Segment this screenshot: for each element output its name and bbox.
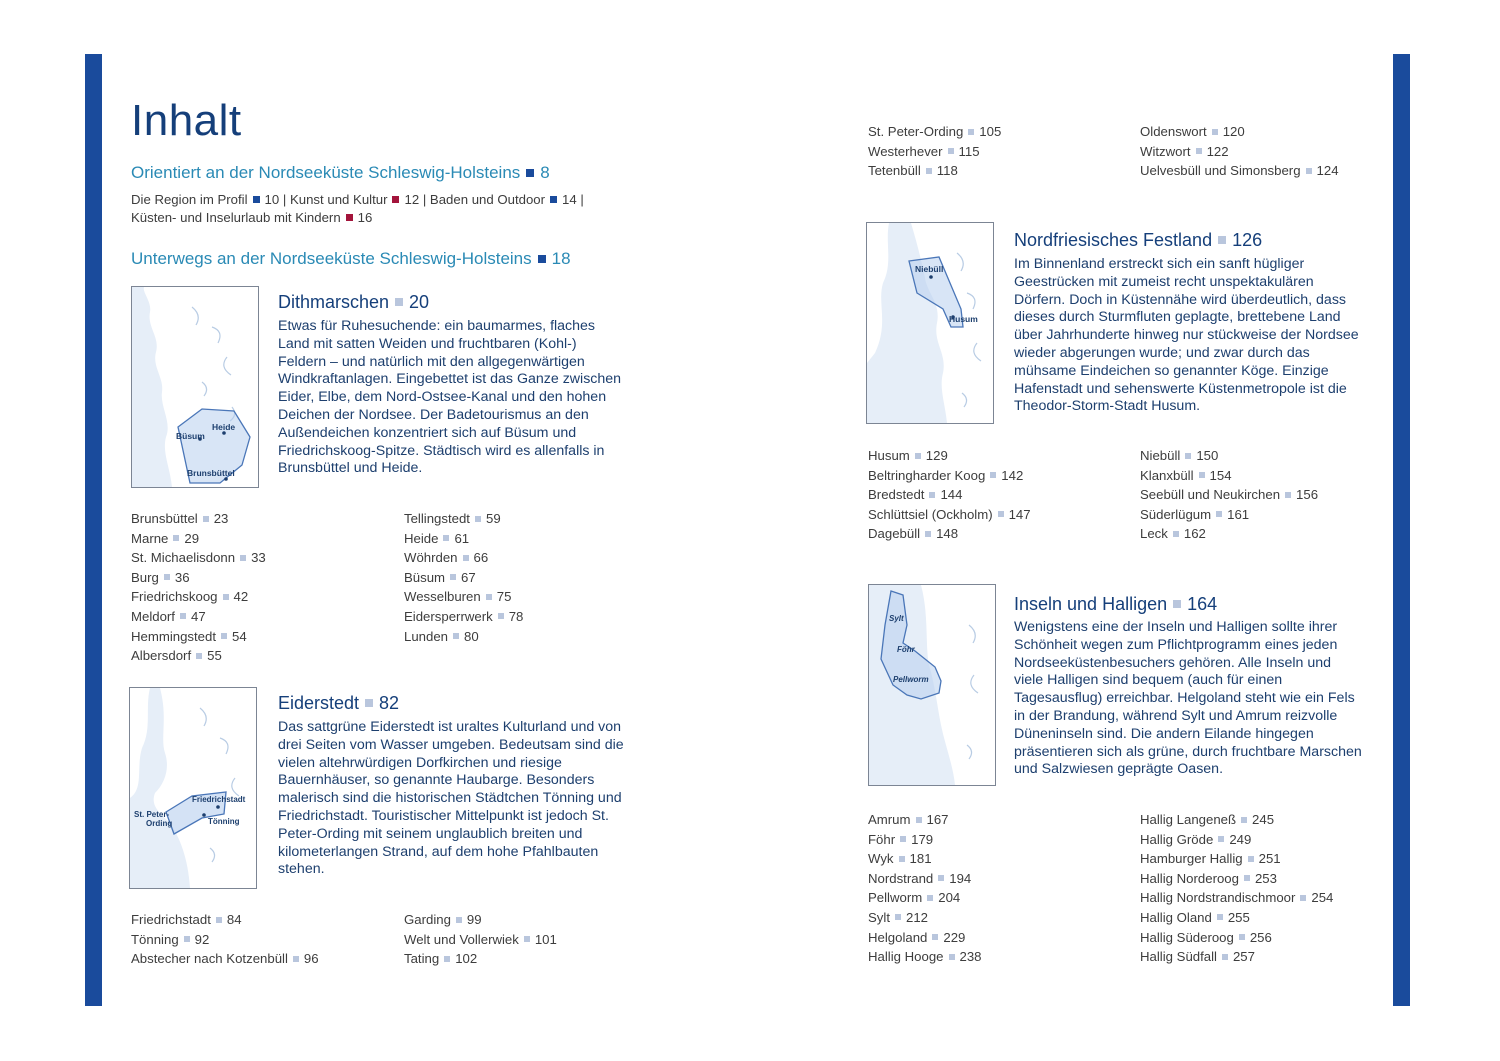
page-marker-icon: [990, 472, 996, 478]
place-page: 124: [1316, 163, 1339, 179]
page-marker-icon: [1285, 492, 1291, 498]
place-entry[interactable]: [1140, 142, 1339, 162]
place-name: Husum: [868, 448, 910, 463]
page-marker-icon: [926, 168, 932, 174]
region-heading-eiderstedt[interactable]: Eiderstedt 82: [278, 693, 400, 713]
page-marker-icon: [453, 633, 459, 639]
place-entry[interactable]: [131, 509, 266, 529]
place-page: 122: [1206, 143, 1229, 159]
place-entry[interactable]: [404, 949, 557, 969]
place-page: 115: [958, 143, 980, 159]
place-entry[interactable]: [868, 810, 982, 830]
place-name: Wyk: [868, 851, 894, 867]
map-label: Heide: [212, 422, 236, 432]
map-label: Husum: [949, 314, 978, 324]
place-name: Süderlügum: [1140, 506, 1212, 522]
section-heading-travel[interactable]: [131, 249, 571, 269]
right-edge-bar: [1393, 54, 1410, 1006]
place-page: 92: [194, 931, 210, 947]
place-page: 120: [1222, 124, 1245, 139]
place-name: Dagebüll: [868, 526, 921, 542]
place-page: 54: [232, 628, 247, 644]
place-page: 84: [226, 912, 242, 927]
place-name: Klanxbüll: [1140, 467, 1194, 483]
place-entry[interactable]: [868, 869, 982, 889]
place-page: 118: [936, 163, 958, 179]
place-list: [1140, 446, 1318, 544]
place-page: 36: [174, 569, 190, 585]
place-page: 55: [207, 648, 222, 664]
page-marker-icon: [240, 555, 246, 561]
place-page: 42: [233, 589, 249, 605]
page-marker-icon: [1199, 472, 1205, 478]
place-page: 142: [1001, 467, 1024, 483]
place-entry[interactable]: [404, 910, 557, 930]
place-entry[interactable]: [131, 529, 266, 549]
place-name: Meldorf: [131, 608, 175, 624]
place-name: Tellingstedt: [404, 511, 470, 526]
place-page: 179: [911, 831, 934, 847]
place-page: 181: [909, 851, 932, 867]
profile-item[interactable]: Kunst und Kultur 12: [289, 192, 420, 207]
region-heading-festland[interactable]: Nordfriesisches Festland 126: [1014, 230, 1263, 250]
page-marker-icon: [456, 917, 462, 923]
place-name: Hallig Norderoog: [1140, 870, 1239, 886]
page-marker-icon: [1248, 856, 1254, 862]
page-marker-icon: [899, 856, 905, 862]
page-marker-icon: [968, 129, 974, 135]
place-name: Burg: [131, 569, 159, 585]
place-page: 67: [461, 569, 476, 585]
page-marker-icon: [196, 653, 202, 659]
place-entry[interactable]: [131, 568, 266, 588]
place-entry[interactable]: [131, 646, 266, 666]
place-name: Westerhever: [868, 143, 943, 159]
place-name: Witzwort: [1140, 143, 1191, 159]
place-page: 256: [1249, 929, 1272, 945]
place-entry[interactable]: [131, 587, 266, 607]
section-page: 18: [551, 249, 571, 268]
place-name: Hamburger Hallig: [1140, 851, 1243, 867]
map-label: Föhr: [897, 645, 915, 654]
place-page: 212: [905, 909, 928, 925]
place-entry[interactable]: [1140, 888, 1333, 908]
place-page: 61: [454, 530, 470, 546]
page-marker-icon: [948, 148, 954, 154]
region-description: Etwas für Ruhesuchende: ein baumarmes, flaches Land mit satten Weiden und fruchtbaren (Kohl-) Feldern – und natürlich mit den allgegenwärtigen Windkraftanlagen. Eingebettet ist das Ganze zwischen Eider, Elbe, dem Nord-Ostsee-Kanal und den hohen Deichen der Nordsee. Der Badetourismus an den Außendeichen konzentriert sich auf Büsum und Friedrichskoog-Spitze. Städtisch wird es allenfalls in Brunsbüttel und Heide.: [278, 318, 622, 477]
place-page: 101: [534, 931, 557, 947]
place-entry[interactable]: [1140, 908, 1333, 928]
place-page: 144: [940, 487, 963, 503]
place-entry[interactable]: [868, 524, 1031, 544]
place-page: 257: [1232, 949, 1255, 965]
place-name: Albersdorf: [131, 648, 192, 664]
place-name: Leck: [1140, 526, 1168, 542]
place-name: Büsum: [404, 569, 446, 585]
page-marker-icon: [915, 453, 921, 459]
place-name: Hallig Oland: [1140, 909, 1212, 925]
place-page: 96: [303, 951, 319, 967]
page-marker-icon: [938, 875, 944, 881]
page-marker-icon: [1212, 129, 1218, 135]
region-heading-dithmarschen[interactable]: Dithmarschen 20: [278, 292, 430, 312]
place-name: Garding: [404, 912, 451, 927]
place-entry[interactable]: [404, 568, 523, 588]
place-entry[interactable]: [868, 505, 1031, 525]
page-marker-icon: [895, 914, 901, 920]
place-page: 229: [943, 929, 966, 945]
place-name: Helgoland: [868, 929, 928, 945]
place-entry[interactable]: [404, 529, 523, 549]
place-name: Sylt: [868, 909, 890, 925]
page-marker-icon: [444, 956, 450, 962]
place-list: [1140, 122, 1339, 181]
place-page: 148: [936, 526, 959, 542]
place-name: Eidersperrwerk: [404, 608, 493, 624]
place-page: 99: [466, 912, 482, 927]
place-entry[interactable]: [1140, 928, 1333, 948]
place-page: 154: [1209, 467, 1232, 483]
page-marker-icon: [998, 511, 1004, 517]
page-marker-icon: [1218, 836, 1224, 842]
place-name: Hallig Südfall: [1140, 949, 1217, 965]
place-name: Tetenbüll: [868, 163, 921, 179]
place-entry[interactable]: [404, 627, 523, 647]
place-page: 150: [1196, 448, 1219, 463]
page-marker-icon: [1218, 236, 1226, 244]
place-entry[interactable]: [404, 548, 523, 568]
page-marker-icon: [450, 574, 456, 580]
profile-list: Die Region im Profil 10 | Kunst und Kultur 12 | Baden und Outdoor 14 | Küsten- und Inselurlaub mit Kindern 16: [131, 192, 584, 225]
page-marker-icon: [173, 535, 179, 541]
place-name: Amrum: [868, 812, 911, 827]
place-page: 254: [1311, 890, 1334, 906]
place-page: 255: [1227, 909, 1250, 925]
page-marker-icon: [1306, 168, 1312, 174]
place-name: Marne: [131, 530, 169, 546]
map-festland: [866, 222, 994, 424]
page-marker-icon: [925, 531, 931, 537]
page-marker-icon: [463, 555, 469, 561]
place-entry[interactable]: [404, 509, 523, 529]
profile-item[interactable]: Baden und Outdoor 14: [429, 192, 577, 207]
page-marker-icon: [927, 895, 933, 901]
place-entry[interactable]: [1140, 505, 1318, 525]
place-page: 204: [938, 890, 961, 906]
page-marker-icon: [1241, 817, 1247, 823]
place-entry[interactable]: [131, 949, 319, 969]
place-name: Tönning: [131, 931, 179, 947]
place-name: Hallig Hooge: [868, 949, 944, 965]
map-label: Friedrichstadt: [192, 795, 246, 804]
place-entry[interactable]: [131, 607, 266, 627]
section-heading-orientation[interactable]: [131, 163, 550, 183]
map-label: Niebüll: [915, 264, 944, 274]
place-page: 33: [251, 550, 266, 566]
place-name: Friedrichskoog: [131, 589, 218, 605]
place-name: St. Michaelisdonn: [131, 550, 236, 566]
place-page: 29: [184, 530, 200, 546]
place-list: [868, 122, 1001, 181]
place-name: Seebüll und Neukirchen: [1140, 487, 1281, 503]
place-page: 167: [926, 812, 949, 827]
place-entry[interactable]: [868, 928, 982, 948]
page-title: Inhalt: [131, 96, 242, 145]
place-entry[interactable]: [404, 587, 523, 607]
place-name: Schlüttsiel (Ockholm): [868, 506, 993, 522]
page-marker-icon: [221, 633, 227, 639]
place-name: Bredstedt: [868, 487, 925, 503]
page-marker-icon: [1185, 453, 1191, 459]
page-marker-icon: [180, 613, 186, 619]
page-marker-icon: [949, 954, 955, 960]
place-list: [131, 910, 319, 969]
place-entry[interactable]: [1140, 849, 1333, 869]
page-marker-icon: [1244, 875, 1250, 881]
map-eiderstedt-graphic: [130, 688, 256, 888]
place-name: Hallig Süderoog: [1140, 929, 1234, 945]
place-page: 251: [1258, 851, 1281, 867]
place-page: 238: [959, 949, 982, 965]
place-page: 161: [1227, 506, 1250, 522]
place-entry[interactable]: [868, 446, 1031, 466]
place-entry[interactable]: [404, 607, 523, 627]
place-name: Hemmingstedt: [131, 628, 217, 644]
region-heading-inseln[interactable]: Inseln und Halligen 164: [1014, 594, 1218, 614]
place-list: [404, 910, 557, 969]
place-entry[interactable]: [868, 142, 1001, 162]
place-entry[interactable]: [1140, 524, 1318, 544]
place-list: [1140, 810, 1333, 967]
place-entry[interactable]: [1140, 810, 1333, 830]
page-marker-icon: [475, 516, 481, 522]
map-dithmarschen-graphic: [132, 287, 258, 487]
place-name: Lunden: [404, 628, 449, 644]
left-edge-bar: [85, 54, 102, 1006]
place-name: Friedrichstadt: [131, 912, 211, 927]
place-entry[interactable]: [868, 466, 1031, 486]
map-eiderstedt: [129, 687, 257, 889]
place-name: Hallig Gröde: [1140, 831, 1214, 847]
map-festland-graphic: [867, 223, 993, 423]
page-marker-icon: [929, 492, 935, 498]
page-marker-icon: [1173, 600, 1181, 608]
place-list: [404, 509, 523, 646]
place-entry[interactable]: [1140, 446, 1318, 466]
place-name: Brunsbüttel: [131, 511, 198, 526]
map-label: Tönning: [208, 817, 240, 826]
place-entry[interactable]: [868, 947, 982, 967]
place-page: 80: [464, 628, 479, 644]
page-marker-icon: [164, 574, 170, 580]
place-entry[interactable]: [868, 485, 1031, 505]
place-name: Wesselburen: [404, 589, 481, 605]
page-marker-icon: [395, 298, 403, 306]
region-description: Wenigstens eine der Inseln und Halligen sollte ihrer Schönheit wegen zum Pflichtprogramm eines jeden Nordseeküstenbesuchers gehören. Alle Inseln und viele Halligen sind bequem (auch für einen Tagesausflug) erreichbar. Helgoland steht wie ein Fels in der Brandung, während Sylt und Amrum reizvolle Düneninseln sind. Die andern Eilande hingegen präsentieren sich als grüne, durch fruchtbare Marschen und Salzwiesen geprägte Oasen.: [1014, 619, 1362, 778]
place-entry[interactable]: [868, 849, 982, 869]
place-entry[interactable]: [1140, 161, 1339, 181]
place-name: Hallig Nordstrandischmoor: [1140, 890, 1296, 906]
page-marker-icon: [526, 169, 534, 177]
page-marker-icon: [524, 936, 530, 942]
map-label: St. Peter-: [134, 810, 170, 819]
place-list: [131, 509, 266, 666]
region-description: Das sattgrüne Eiderstedt ist uraltes Kulturland und von drei Seiten vom Wasser umgeben. Bedeutsam sind die vielen altehrwürdigen Dorfkirchen und riesige Bauernhäuser, so genannte Haubarge. Besonders malerisch sind die historischen Städtchen Tönning und Friedrichstadt. Touristischer Mittelpunkt ist jedoch St. Peter-Ording mit seinem unglaublich breiten und kilometerlangen Strand, auf dem hohe Pfahlbauten stehen.: [278, 719, 624, 878]
place-entry[interactable]: [131, 627, 266, 647]
place-page: 194: [949, 870, 972, 886]
page-marker-icon: [1196, 148, 1202, 154]
place-entry[interactable]: [1140, 830, 1333, 850]
place-page: 23: [213, 511, 229, 526]
place-list: [868, 446, 1031, 544]
place-entry[interactable]: [868, 830, 982, 850]
section-label: Orientiert an der Nordseeküste Schleswig-Holsteins: [131, 163, 521, 182]
place-entry[interactable]: [868, 122, 1001, 142]
place-page: 66: [473, 550, 489, 566]
region-description: Im Binnenland erstreckt sich ein sanft hügliger Geestrücken mit zumeist recht unspektakulären Dörfern. Doch in Küstennähe wird überdeutlich, dass dieses durch Sturmfluten geplagte, brettebene Land über Jahrhunderte hinweg nur stückweise der Nordsee wieder abgerungen wurde; und zwar durch das mühsame Eindeichen so genannter Köge. Einzige Hafenstadt und sehenswerte Küstenmetropole ist die Theodor-Storm-Stadt Husum.: [1014, 256, 1359, 415]
page-marker-icon: [1239, 934, 1245, 940]
page-marker-icon: [1300, 895, 1306, 901]
map-label: Pellworm: [893, 675, 929, 684]
page-marker-icon: [486, 594, 492, 600]
place-page: 105: [979, 124, 1002, 139]
page-marker-icon: [184, 936, 190, 942]
place-entry[interactable]: [868, 888, 982, 908]
page-marker-icon: [916, 817, 922, 823]
place-page: 156: [1296, 487, 1319, 503]
profile-item[interactable]: Küsten- und Inselurlaub mit Kindern 16: [131, 210, 373, 225]
page-marker-icon: [538, 255, 546, 263]
place-name: Tating: [404, 951, 440, 967]
page-marker-icon: [900, 836, 906, 842]
place-name: Pellworm: [868, 890, 923, 906]
place-name: Oldenswort: [1140, 124, 1207, 139]
place-page: 75: [496, 589, 512, 605]
page-marker-icon: [365, 699, 373, 707]
map-dithmarschen: [131, 286, 259, 488]
place-entry[interactable]: [131, 930, 319, 950]
place-page: 162: [1183, 526, 1206, 542]
place-entry[interactable]: [1140, 122, 1339, 142]
place-entry[interactable]: [1140, 485, 1318, 505]
profile-item[interactable]: Die Region im Profil 10: [131, 192, 280, 207]
map-label: Büsum: [176, 431, 205, 441]
page-marker-icon: [1216, 511, 1222, 517]
place-name: Föhr: [868, 831, 896, 847]
page-marker-icon: [223, 594, 229, 600]
map-label: Brunsbüttel: [187, 468, 235, 478]
place-page: 249: [1229, 831, 1252, 847]
place-entry[interactable]: [1140, 947, 1333, 967]
place-page: 78: [508, 608, 524, 624]
place-name: Hallig Langeneß: [1140, 812, 1237, 827]
place-entry[interactable]: [868, 161, 1001, 181]
page-marker-icon: [1217, 914, 1223, 920]
place-entry[interactable]: [131, 548, 266, 568]
place-name: Welt und Vollerwiek: [404, 931, 519, 947]
place-page: 253: [1254, 870, 1277, 886]
page-marker-icon: [498, 613, 504, 619]
place-entry[interactable]: [1140, 869, 1333, 889]
place-page: 245: [1252, 812, 1275, 827]
place-name: Heide: [404, 530, 439, 546]
map-label: Sylt: [889, 614, 904, 623]
place-page: 129: [925, 448, 948, 463]
place-page: 59: [485, 511, 501, 526]
place-name: Niebüll: [1140, 448, 1181, 463]
place-page: 102: [455, 951, 478, 967]
page-marker-icon: [1173, 531, 1179, 537]
place-name: St. Peter-Ording: [868, 124, 964, 139]
place-list: [868, 810, 982, 967]
section-label: Unterwegs an der Nordseeküste Schleswig-Holsteins: [131, 249, 532, 268]
place-entry[interactable]: [131, 910, 319, 930]
map-label: Ording: [146, 819, 173, 828]
place-name: Nordstrand: [868, 870, 934, 886]
map-inseln-graphic: [869, 585, 995, 785]
page-marker-icon: [293, 956, 299, 962]
place-entry[interactable]: [1140, 466, 1318, 486]
page-marker-icon: [1222, 954, 1228, 960]
page-marker-icon: [443, 535, 449, 541]
page-marker-icon: [216, 917, 222, 923]
place-page: 147: [1008, 506, 1031, 522]
place-name: Beltringharder Koog: [868, 467, 986, 483]
map-inseln: [868, 584, 996, 786]
section-page: 8: [540, 163, 550, 182]
place-page: 47: [190, 608, 206, 624]
place-entry[interactable]: [868, 908, 982, 928]
place-name: Uelvesbüll und Simonsberg: [1140, 163, 1301, 179]
place-name: Abstecher nach Kotzenbüll: [131, 951, 288, 967]
page-marker-icon: [932, 934, 938, 940]
place-name: Wöhrden: [404, 550, 458, 566]
place-entry[interactable]: [404, 930, 557, 950]
page-marker-icon: [203, 516, 209, 522]
